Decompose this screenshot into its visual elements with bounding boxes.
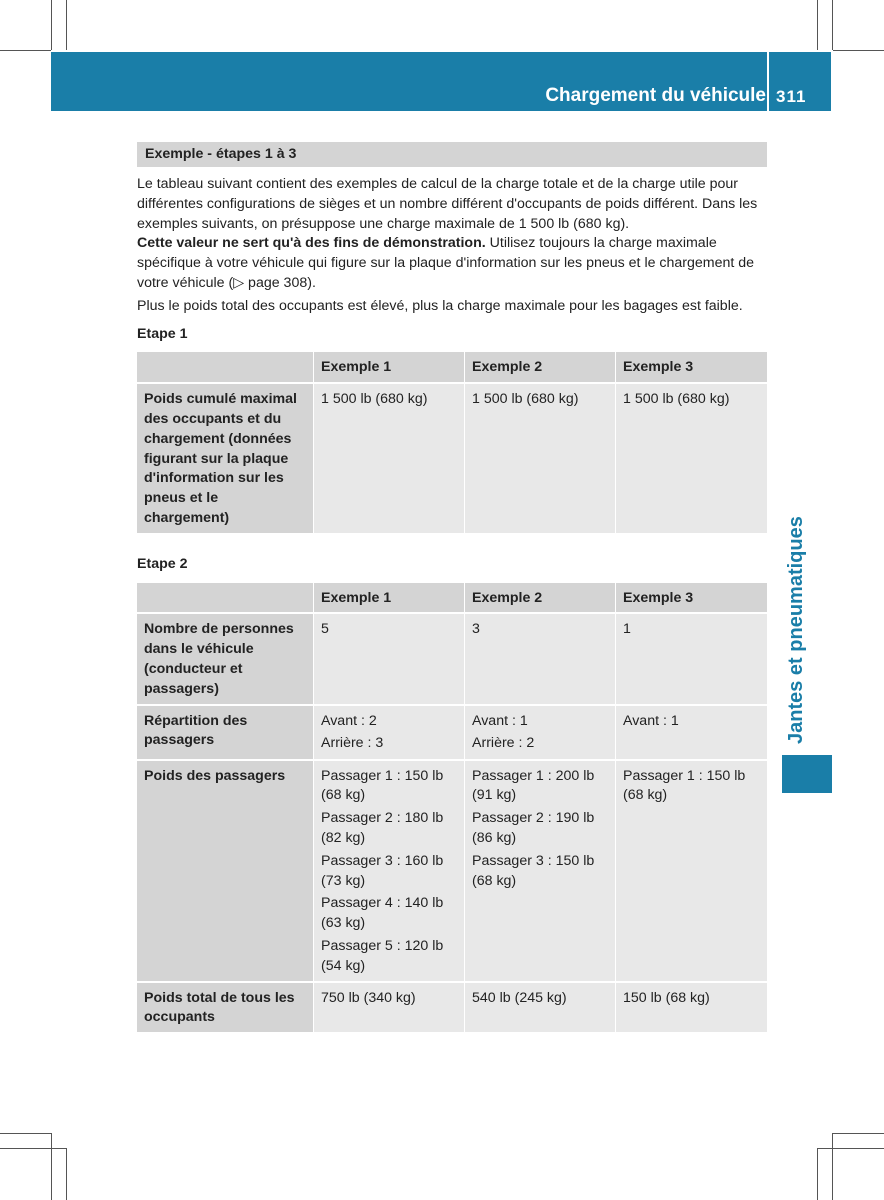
row-header: Poids total de tous les occupants xyxy=(137,981,314,1033)
row-header: Nombre de personnes dans le véhicule (conducteur et passagers) xyxy=(137,612,314,703)
step2-label: Etape 2 xyxy=(137,555,188,572)
cell-line: Avant : 1 xyxy=(623,712,679,729)
page-title: Chargement du véhicule xyxy=(545,85,766,106)
table-cell: 1 500 lb (680 kg) xyxy=(616,382,767,533)
crop-mark xyxy=(51,0,52,50)
table-row xyxy=(137,612,767,703)
step1-table xyxy=(137,352,767,532)
crop-mark xyxy=(66,1148,67,1200)
crop-mark xyxy=(0,1133,51,1134)
column-header: Exemple 1 xyxy=(314,352,465,382)
crop-mark xyxy=(817,1148,818,1200)
cell-line: 540 lb (245 kg) xyxy=(472,989,567,1006)
table-corner xyxy=(137,583,314,613)
side-tab-marker xyxy=(782,755,832,793)
cell-line: Passager 3 : 160 lb (73 kg) xyxy=(321,852,444,889)
main-content xyxy=(137,142,767,1032)
column-header: Exemple 3 xyxy=(616,352,767,382)
cell-line: Arrière : 2 xyxy=(472,735,535,752)
cell-line: 750 lb (340 kg) xyxy=(321,989,416,1006)
table-cell xyxy=(314,612,465,703)
table-cell: 1 500 lb (680 kg) xyxy=(314,382,465,533)
column-header: Exemple 3 xyxy=(616,583,767,613)
table-row xyxy=(137,759,767,981)
crop-mark xyxy=(817,0,818,50)
cell-line: 1 xyxy=(623,621,631,638)
column-header: Exemple 2 xyxy=(465,583,616,613)
step2-table xyxy=(137,583,767,1033)
cell-line: 150 lb (68 kg) xyxy=(623,989,710,1006)
cell-line: Passager 1 : 150 lb (68 kg) xyxy=(623,767,746,804)
crop-mark xyxy=(66,0,67,50)
page-number: 311 xyxy=(776,87,807,106)
cell-line: Passager 2 : 190 lb (86 kg) xyxy=(472,810,595,846)
cell-line: 5 xyxy=(321,621,329,638)
table-cell xyxy=(465,981,616,1033)
table-cell xyxy=(465,704,616,759)
side-tab-label: Jantes et pneumatiques xyxy=(785,516,807,744)
step1-label: Etape 1 xyxy=(137,325,188,342)
crop-mark xyxy=(833,50,884,51)
cell-line: 3 xyxy=(472,621,480,638)
cell-line: Avant : 2 xyxy=(321,712,377,729)
table-row xyxy=(137,704,767,759)
table-cell xyxy=(314,704,465,759)
crop-mark xyxy=(833,1133,884,1134)
table-row xyxy=(137,981,767,1033)
crop-mark xyxy=(817,1148,884,1149)
crop-mark xyxy=(0,50,51,51)
cell-line: Avant : 1 xyxy=(472,712,528,729)
cell-line: Passager 1 : 150 lb (68 kg) xyxy=(321,767,444,804)
crop-mark xyxy=(0,1148,66,1149)
table-cell xyxy=(616,612,767,703)
weight-paragraph: Plus le poids total des occupants est élevé, plus la charge maximale pour les bagages est faible. xyxy=(137,297,743,314)
intro-bold-text: Cette valeur ne sert qu'à des fins de démonstration. xyxy=(137,235,486,252)
intro-paragraph xyxy=(137,175,767,294)
crop-mark xyxy=(832,1133,833,1200)
table-row xyxy=(137,382,767,533)
cell-line: Passager 5 : 120 lb (54 kg) xyxy=(321,937,444,974)
table-cell: 1 500 lb (680 kg) xyxy=(465,382,616,533)
side-tab xyxy=(780,500,820,744)
cell-line: Passager 3 : 150 lb (68 kg) xyxy=(472,852,595,889)
cell-line: Arrière : 3 xyxy=(321,735,384,752)
table-cell xyxy=(465,612,616,703)
table-cell xyxy=(616,759,767,981)
row-header: Répartition des passagers xyxy=(137,704,314,759)
table-cell xyxy=(616,981,767,1033)
table-cell xyxy=(465,759,616,981)
row-header: Poids cumulé maximal des occupants et du chargement (données figurant sur la plaque d'information sur les pneus et le chargement) xyxy=(137,382,314,533)
cell-line: Passager 1 : 200 lb (91 kg) xyxy=(472,767,595,804)
crop-mark xyxy=(832,0,833,50)
row-header: Poids des passagers xyxy=(137,759,314,981)
table-cell xyxy=(314,759,465,981)
intro-text: Le tableau suivant contient des exemples de calcul de la charge totale et de la charge utile pour différentes configurations de sièges et un nombre différent d'occupants de poids différent. Dans les exemples suivants, on présuppose une charge maximale de 1 500 lb (680 kg). xyxy=(137,176,758,232)
intro-text-cont: Utilisez toujours la charge maximale spécifique à votre véhicule qui figure sur la plaque d'information sur les pneus et le chargement de votre véhicule (▷ page 308). xyxy=(137,235,755,291)
table-cell xyxy=(314,981,465,1033)
table-corner xyxy=(137,352,314,382)
section-heading: Exemple - étapes 1 à 3 xyxy=(137,142,767,167)
cell-line: Passager 2 : 180 lb (82 kg) xyxy=(321,810,444,846)
cell-line: Passager 4 : 140 lb (63 kg) xyxy=(321,895,444,932)
column-header: Exemple 2 xyxy=(465,352,616,382)
crop-mark xyxy=(51,1133,52,1200)
header-separator xyxy=(767,52,769,111)
table-cell xyxy=(616,704,767,759)
column-header: Exemple 1 xyxy=(314,583,465,613)
